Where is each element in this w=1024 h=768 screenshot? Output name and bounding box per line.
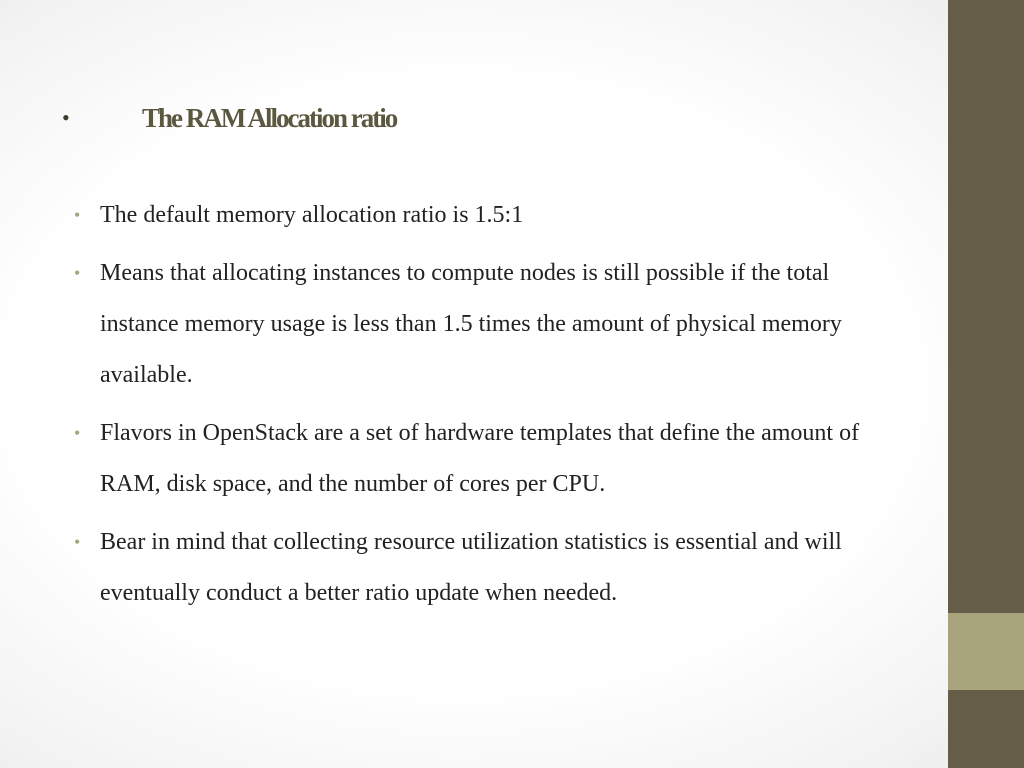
list-item (72, 517, 892, 619)
list-item (72, 190, 892, 241)
list-item-text: Flavors in OpenStack are a set of hardware templates that define the amount of RAM, disk space, and the number of cores per CPU. (100, 420, 860, 497)
slide-title: The RAM Allocation ratio (142, 102, 397, 133)
list-item (72, 408, 892, 510)
slide-title-row (62, 98, 396, 138)
bullet-dot-icon: • (74, 423, 81, 443)
title-bullet-icon: • (62, 105, 70, 130)
sidebar-accent-block (948, 613, 1024, 690)
list-item-text: Means that allocating instances to compute nodes is still possible if the total instance memory usage is less than 1.5 times the amount of physical memory available. (100, 260, 842, 388)
decorative-sidebar (948, 0, 1024, 768)
list-item (72, 248, 892, 401)
bullet-list (72, 190, 892, 626)
list-item-text: The default memory allocation ratio is 1.5:1 (100, 202, 524, 228)
bullet-dot-icon: • (74, 263, 81, 283)
bullet-dot-icon: • (74, 532, 81, 552)
list-item-text: Bear in mind that collecting resource utilization statistics is essential and will eventually conduct a better ratio update when needed. (100, 529, 842, 606)
bullet-dot-icon: • (74, 205, 81, 225)
